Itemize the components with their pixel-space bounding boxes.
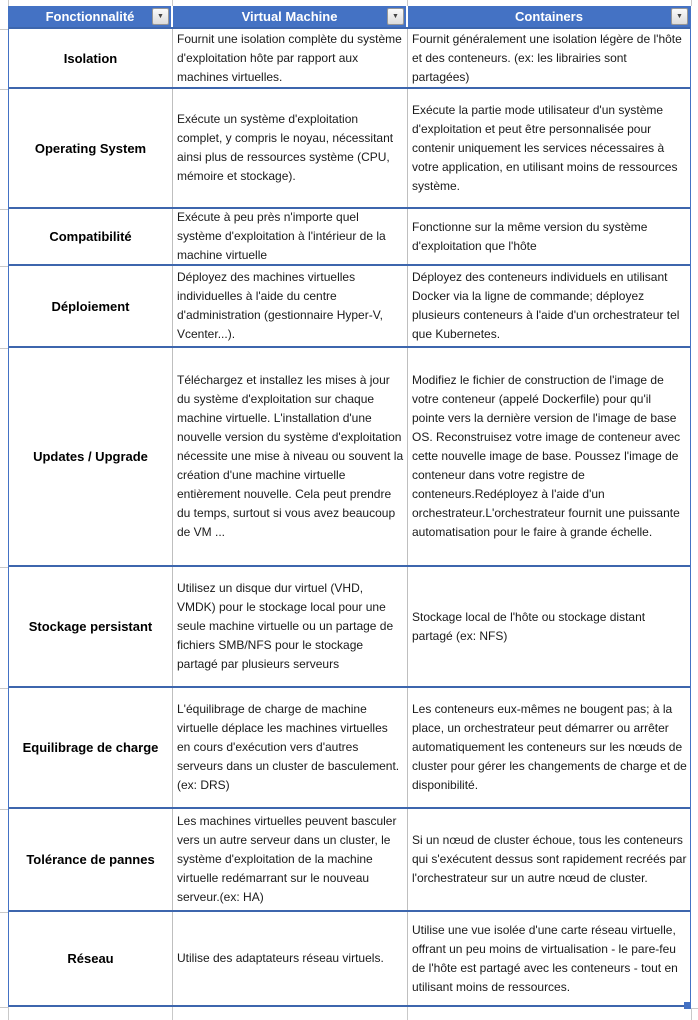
- vm-text: Les machines virtuelles peuvent basculer vers un autre serveur dans un cluster, le système d'exploitation de la machine virtuelle redémarrant sur le nouveau serveur.(ex: HA): [177, 814, 397, 904]
- vm-text: L'équilibrage de charge de machine virtuelle déplace les machines virtuelles en cours d'exécution vers d'autres serveurs dans un cluster de basculement.(ex: DRS): [177, 702, 400, 792]
- table-resize-handle[interactable]: [684, 1002, 691, 1009]
- header-cell-fonctionnalite[interactable]: [9, 6, 173, 27]
- vm-cell[interactable]: [173, 688, 408, 807]
- feature-cell[interactable]: [9, 348, 173, 565]
- sheet-gridline: [691, 0, 692, 6]
- containers-text: Modifiez le fichier de construction de l'image de votre conteneur (appelé Dockerfile) pour qu'il pointe vers la dernière version de l'image de base OS. Reconstruisez votre image de conteneur avec cette nouvelle image de base. Poussez l'image de conteneur dans votre registre de conteneurs.Redéployez à l'aide d'un orchestrateur.L'orchestrateur fournit une puissante automatisation pour le faire à grande échelle.: [412, 373, 681, 539]
- feature-label: Tolérance de pannes: [26, 852, 155, 867]
- sheet-gridline: [8, 1007, 9, 1020]
- containers-text: Si un nœud de cluster échoue, tous les conteneurs qui s'exécutent dessus sont rapidement recréés par l'orchestrateur sur un autre nœud de cluster.: [412, 833, 687, 885]
- containers-text: Utilise une vue isolée d'une carte réseau virtuelle, offrant un peu moins de virtualisation - le pare-feu de l'hôte est partagé avec les conteneurs - tout en utilisant moins de ressources.: [412, 922, 678, 994]
- vm-cell[interactable]: [173, 266, 408, 346]
- sheet-gridline: [0, 809, 8, 810]
- sheet-gridline: [0, 912, 8, 913]
- table-row: [9, 348, 690, 567]
- containers-text: Stockage local de l'hôte ou stockage distant partagé (ex: NFS): [412, 609, 646, 643]
- containers-cell[interactable]: [408, 809, 690, 910]
- vm-cell[interactable]: [173, 29, 408, 87]
- vm-text: Utilisez un disque dur virtuel (VHD, VMDK) pour le stockage local pour une seule machine virtuelle ou un partage de fichiers SMB/NFS pour le stockage partagé par plusieurs serveurs: [177, 581, 394, 671]
- table-row: [9, 89, 690, 209]
- feature-label: Réseau: [67, 951, 114, 966]
- table-row: [9, 912, 690, 1007]
- chevron-down-icon: ▼: [392, 13, 399, 20]
- containers-cell[interactable]: [408, 912, 690, 1005]
- vm-text: Utilise des adaptateurs réseau virtuels.: [177, 951, 384, 965]
- containers-text: Fournit généralement une isolation légère de l'hôte et des conteneurs. (ex: les librairies sont partagées): [412, 31, 682, 84]
- vm-vs-containers-table: [8, 6, 691, 1007]
- containers-cell[interactable]: [408, 209, 690, 264]
- feature-cell[interactable]: [9, 912, 173, 1005]
- vm-cell[interactable]: [173, 209, 408, 264]
- containers-cell[interactable]: [408, 348, 690, 565]
- containers-cell[interactable]: [408, 266, 690, 346]
- feature-cell[interactable]: [9, 29, 173, 87]
- containers-text: Exécute la partie mode utilisateur d'un système d'exploitation et peut être personnalisée pour contenir uniquement les services nécessaires à votre application, en utilisant moins de ressources système.: [412, 102, 678, 193]
- header-label: Virtual Machine: [241, 9, 338, 24]
- sheet-gridline: [0, 1007, 8, 1008]
- feature-label: Isolation: [63, 50, 118, 66]
- filter-dropdown-button[interactable]: [152, 8, 169, 25]
- table-row: [9, 266, 690, 348]
- containers-text: Les conteneurs eux-mêmes ne bougent pas; à la place, un orchestrateur peut démarrer ou arrêter automatiquement les conteneurs sur les nœuds de cluster pour gérer les changements de charge et de disponibilité.: [412, 702, 687, 792]
- containers-cell[interactable]: [408, 688, 690, 807]
- feature-cell[interactable]: [9, 89, 173, 207]
- feature-label: Déploiement: [51, 298, 130, 314]
- vm-cell[interactable]: [173, 809, 408, 910]
- feature-cell[interactable]: [9, 266, 173, 346]
- feature-label: Operating System: [34, 140, 147, 156]
- containers-cell[interactable]: [408, 567, 690, 686]
- table-row: [9, 567, 690, 688]
- sheet-gridline: [0, 29, 8, 30]
- sheet-gridline: [0, 567, 8, 568]
- vm-cell[interactable]: [173, 348, 408, 565]
- containers-cell[interactable]: [408, 29, 690, 87]
- table-row: [9, 809, 690, 912]
- chevron-down-icon: ▼: [676, 13, 683, 20]
- chevron-down-icon: ▼: [157, 13, 164, 20]
- filter-dropdown-button[interactable]: [671, 8, 688, 25]
- vm-text: Téléchargez et installez les mises à jour du système d'exploitation sur chaque machine virtuelle. L'installation d'une nouvelle version du système d'exploitation nécessite une mise à niveau ou souvent la création d'une machine virtuelle entièrement nouvelle. Cela peut prendre du temps, surtout si vous avez beaucoup de VM ...: [177, 373, 404, 539]
- feature-cell[interactable]: [9, 567, 173, 686]
- sheet-gridline: [691, 1009, 692, 1020]
- header-cell-virtual-machine[interactable]: [173, 6, 408, 27]
- sheet-gridline: [0, 89, 8, 90]
- filter-dropdown-button[interactable]: [387, 8, 404, 25]
- feature-cell[interactable]: [9, 209, 173, 264]
- feature-label: Updates / Upgrade: [33, 449, 148, 464]
- sheet-gridline: [0, 348, 8, 349]
- sheet-gridline: [691, 1008, 698, 1009]
- containers-text: Déployez des conteneurs individuels en utilisant Docker via la ligne de commande; déployez plusieurs conteneurs à l'aide d'un orchestrateur tel que Kubernetes.: [412, 270, 680, 341]
- table-row: [9, 29, 690, 89]
- header-cell-containers[interactable]: [408, 6, 690, 27]
- table-header-row: [9, 6, 690, 29]
- feature-label: Compatibilité: [49, 229, 132, 244]
- sheet-gridline: [172, 1007, 173, 1020]
- vm-cell[interactable]: [173, 567, 408, 686]
- feature-cell[interactable]: [9, 688, 173, 807]
- containers-text: Fonctionne sur la même version du système d'exploitation que l'hôte: [412, 219, 648, 253]
- sheet-gridline: [0, 209, 8, 210]
- sheet-gridline: [407, 1007, 408, 1020]
- table-row: [9, 688, 690, 809]
- vm-cell[interactable]: [173, 912, 408, 1005]
- vm-cell[interactable]: [173, 89, 408, 207]
- feature-label: Stockage persistant: [28, 619, 153, 634]
- header-label: Fonctionnalité: [45, 9, 135, 24]
- containers-cell[interactable]: [408, 89, 690, 207]
- vm-text: Fournit une isolation complète du système d'exploitation hôte par rapport aux machines virtuelles.: [177, 31, 402, 84]
- sheet-gridline: [0, 688, 8, 689]
- sheet-gridline: [0, 266, 8, 267]
- vm-text: Exécute à peu près n'importe quel système d'exploitation à l'intérieur de la machine virtuelle: [177, 210, 386, 262]
- table-row: [9, 209, 690, 266]
- header-label: Containers: [515, 9, 583, 24]
- feature-label: Equilibrage de charge: [22, 740, 159, 755]
- vm-text: Exécute un système d'exploitation complet, y compris le noyau, nécessitant ainsi plus de ressources système (CPU, mémoire et stockage).: [177, 112, 394, 183]
- vm-text: Déployez des machines virtuelles individuelles à l'aide du centre d'administration (gestionnaire Hyper-V, Vcenter...).: [177, 270, 383, 341]
- feature-cell[interactable]: [9, 809, 173, 910]
